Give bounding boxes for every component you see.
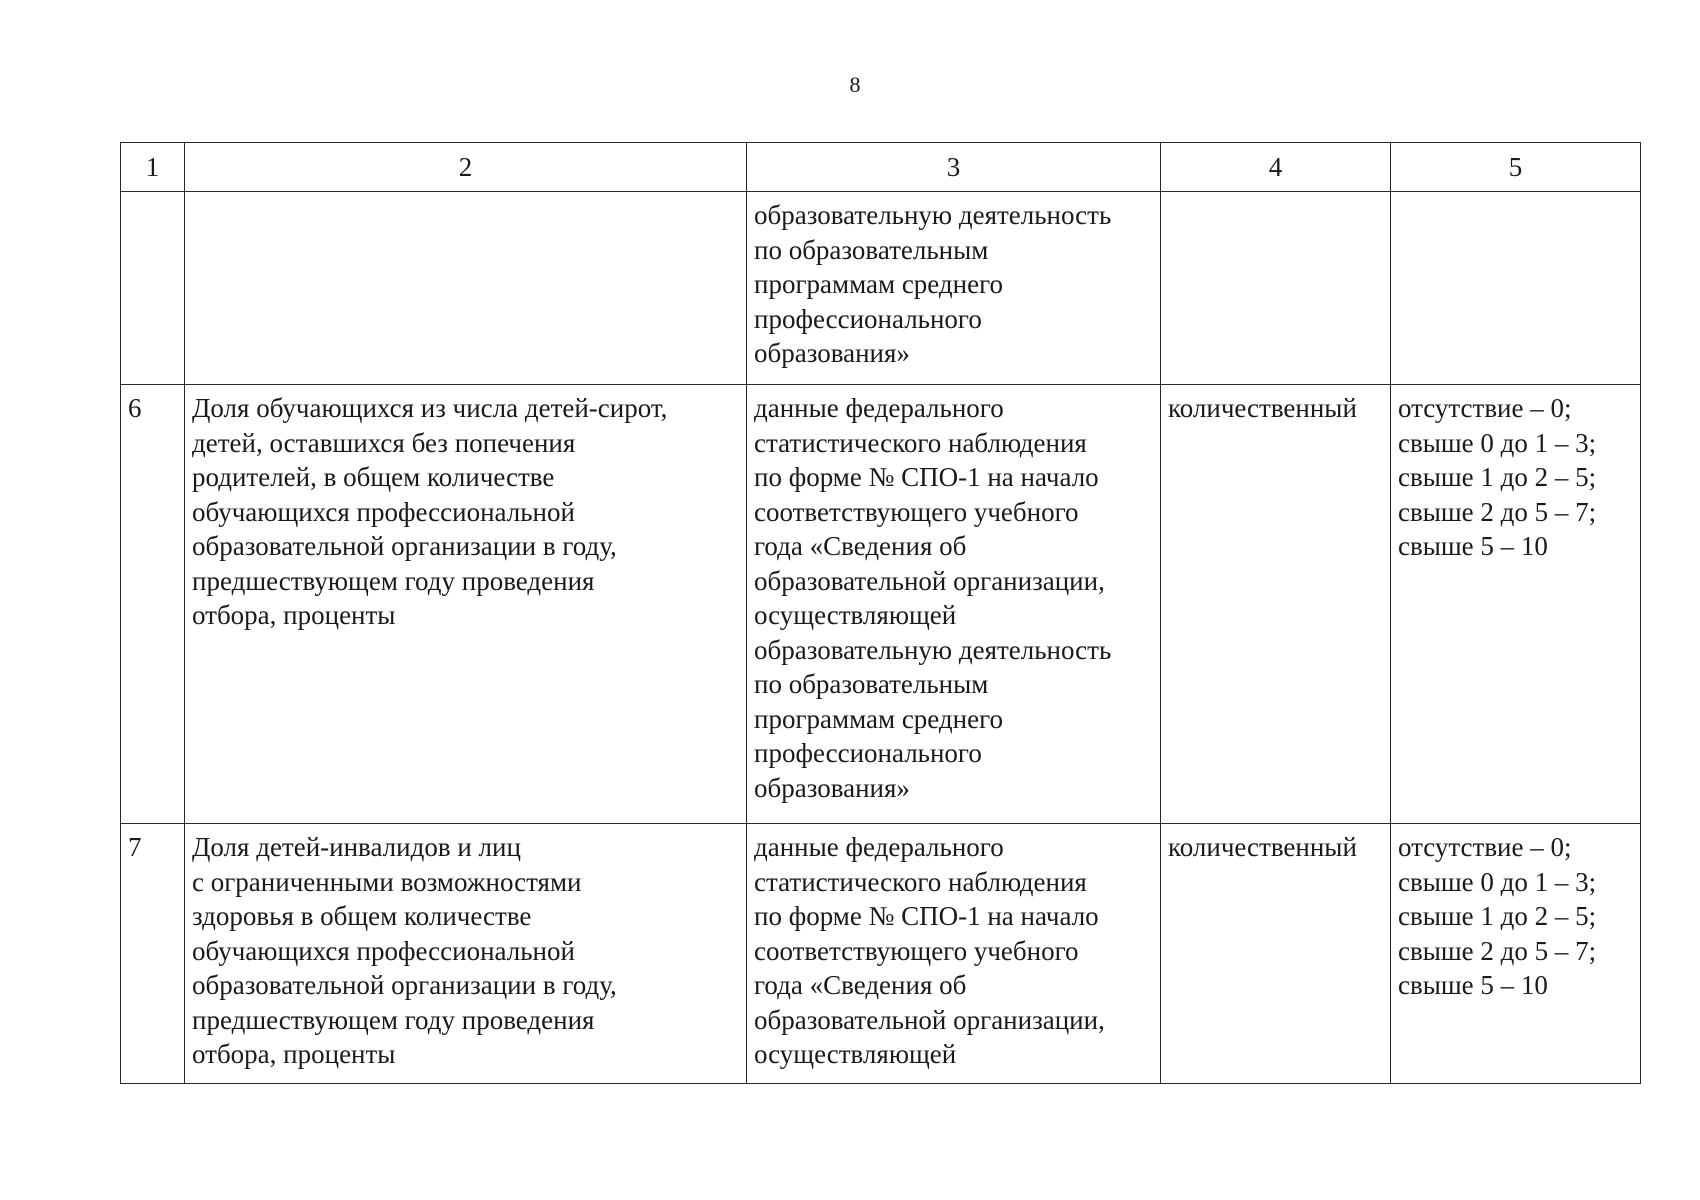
column-header-3: 3 [747, 143, 1161, 192]
indicator-cell: Доля детей-инвалидов и лиц с ограниченными возможностями здоровья в общем количестве обучающихся профессиональной образовательной организации в году, предшествующем году проведения отбора, проценты [185, 824, 747, 1084]
type-cell: количественный [1161, 824, 1391, 1084]
table-row-continuation [121, 192, 1641, 385]
indicator-cell [185, 192, 747, 385]
source-cell: данные федерального статистического наблюдения по форме № СПО-1 на начало соответствующего учебного года «Сведения об образовательной организации, осуществляющей образовательную деятельность по образовательным программам среднего профессионального образования» [747, 385, 1161, 824]
source-cell: данные федерального статистического наблюдения по форме № СПО-1 на начало соответствующего учебного года «Сведения об образовательной организации, осуществляющей [747, 824, 1161, 1084]
criteria-table [120, 142, 1641, 1084]
indicator-cell: Доля обучающихся из числа детей-сирот, детей, оставшихся без попечения родителей, в общем количестве обучающихся профессиональной образовательной организации в году, предшествующем году проведения отбора, проценты [185, 385, 747, 824]
table-row-6 [121, 385, 1641, 824]
row-number-cell: 7 [121, 824, 185, 1084]
column-header-2: 2 [185, 143, 747, 192]
row-number-cell [121, 192, 185, 385]
row-number-cell: 6 [121, 385, 185, 824]
column-header-5: 5 [1391, 143, 1641, 192]
type-cell [1161, 192, 1391, 385]
table-row-7 [121, 824, 1641, 1084]
scale-cell [1391, 192, 1641, 385]
scale-cell: отсутствие – 0; свыше 0 до 1 – 3; свыше 1 до 2 – 5; свыше 2 до 5 – 7; свыше 5 – 10 [1391, 824, 1641, 1084]
source-cell: образовательную деятельность по образовательным программам среднего профессионального образования» [747, 192, 1161, 385]
column-header-4: 4 [1161, 143, 1391, 192]
header-row [121, 143, 1641, 192]
table-body [121, 192, 1641, 1084]
table-header [121, 143, 1641, 192]
page-number: 8 [849, 72, 861, 97]
column-header-1: 1 [121, 143, 185, 192]
scale-cell: отсутствие – 0; свыше 0 до 1 – 3; свыше 1 до 2 – 5; свыше 2 до 5 – 7; свыше 5 – 10 [1391, 385, 1641, 824]
type-cell: количественный [1161, 385, 1391, 824]
